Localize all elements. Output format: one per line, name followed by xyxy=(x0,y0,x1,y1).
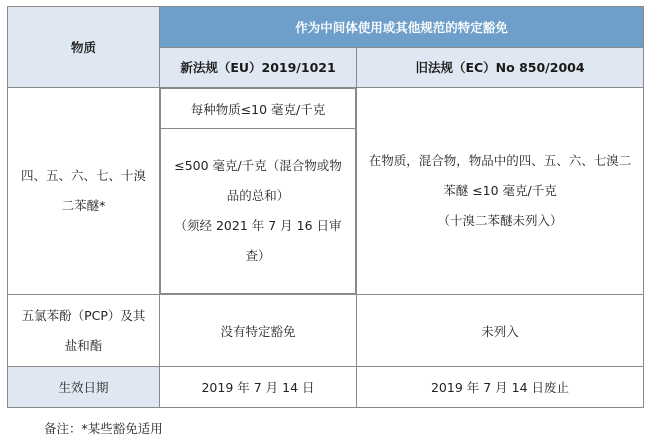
row2-substance: 五氯苯酚（PCP）及其 盐和酯 xyxy=(8,294,160,367)
row1-new-mixture-limit: ≤500 毫克/千克（混合物或物 品的总和） （须经 2021 年 7 月 16 日审 查） xyxy=(161,129,356,294)
row3-effective-date-label: 生效日期 xyxy=(8,367,160,408)
row1-old-regulation: 在物质，混合物，物品中的四、五、六、七溴二 苯醚 ≤10 毫克/千克 （十溴二苯醚未列入） xyxy=(357,88,644,295)
row2-new-regulation: 没有特定豁免 xyxy=(160,294,357,367)
footnote: 备注：*某些豁免适用 xyxy=(44,421,163,436)
row1-substance: 四、五、六、七、十溴 二苯醚* xyxy=(8,88,160,295)
header-old-regulation: 旧法规（EC）No 850/2004 xyxy=(357,47,644,88)
row1-new-limit: 每种物质≤10 毫克/千克 xyxy=(161,89,356,129)
row1-new-regulation xyxy=(160,88,357,295)
regulation-table xyxy=(7,6,644,408)
row3-old-regulation: 2019 年 7 月 14 日废止 xyxy=(357,367,644,408)
header-exemption-group: 作为中间体使用或其他规范的特定豁免 xyxy=(160,7,644,48)
header-substance: 物质 xyxy=(8,7,160,88)
header-new-regulation: 新法规（EU）2019/1021 xyxy=(160,47,357,88)
row3-new-regulation: 2019 年 7 月 14 日 xyxy=(160,367,357,408)
row2-old-regulation: 未列入 xyxy=(357,294,644,367)
